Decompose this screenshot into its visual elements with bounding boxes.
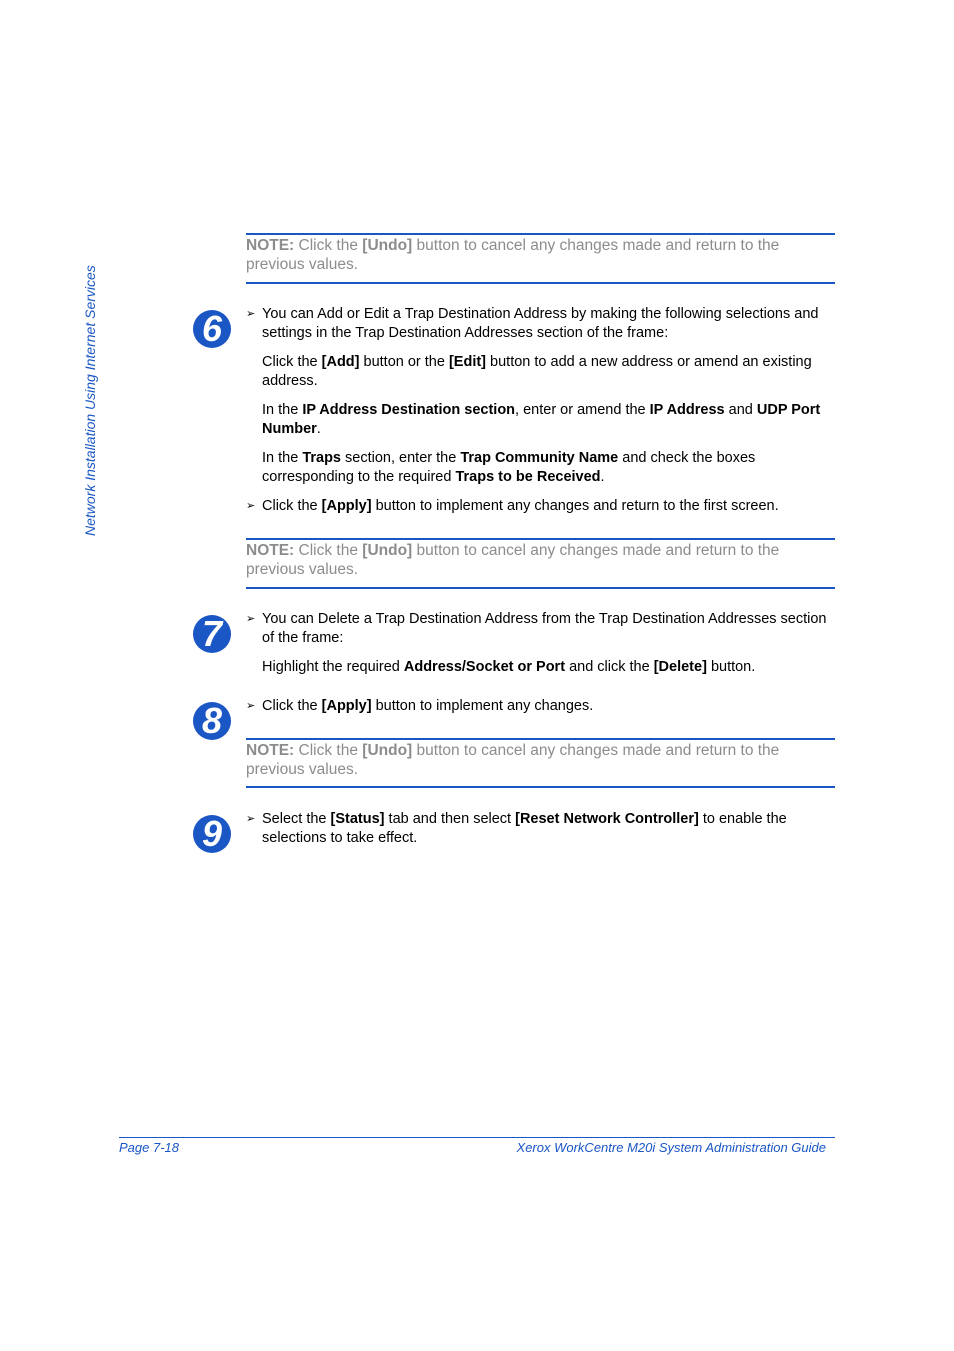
note-label: NOTE: (246, 742, 295, 759)
step-6-badge: 6 (193, 310, 231, 348)
footer-divider (119, 1137, 835, 1138)
bullet-icon: ➢ (246, 308, 256, 320)
note-box: NOTE: Click the [Undo] button to cancel any changes made and return to the previous values. (246, 538, 835, 589)
bullet-icon: ➢ (246, 813, 256, 825)
side-section-label: Network Installation Using Internet Services (82, 265, 98, 536)
bullet-icon: ➢ (246, 500, 256, 512)
note-label: NOTE: (246, 237, 295, 254)
step-6-ip-paragraph: In the IP Address Destination section, enter or amend the IP Address and UDP Port Number. (262, 402, 821, 438)
step-9-badge: 9 (193, 815, 231, 853)
step-6-add-edit-paragraph: Click the [Add] button or the [Edit] button to add a new address or amend an existing address. (262, 354, 812, 390)
note-box: NOTE: Click the [Undo] button to cancel any changes made and return to the previous values. (246, 738, 835, 788)
guide-title: Xerox WorkCentre M20i System Administration Guide (516, 1140, 826, 1155)
step-9-instruction: Select the [Status] tab and then select [Reset Network Controller] to enable the selections to take effect. (262, 811, 787, 847)
bullet-icon: ➢ (246, 700, 256, 712)
step-8-instruction: Click the [Apply] button to implement any changes. (262, 698, 594, 714)
note-box: NOTE: Click the [Undo] button to cancel any changes made and return to the previous values. (246, 233, 835, 284)
step-8-badge: 8 (193, 702, 231, 740)
bullet-icon: ➢ (246, 613, 256, 625)
page-number: Page 7-18 (119, 1140, 179, 1155)
step-6-instruction-1: You can Add or Edit a Trap Destination Address by making the following selections and settings in the Trap Destination Addresses section of the frame: (262, 306, 819, 342)
step-7-badge: 7 (193, 615, 231, 653)
step-6-traps-paragraph: In the Traps section, enter the Trap Community Name and check the boxes corresponding to the required Traps to be Received. (262, 450, 756, 486)
step-7-highlight-paragraph: Highlight the required Address/Socket or Port and click the [Delete] button. (262, 659, 756, 675)
note-label: NOTE: (246, 542, 295, 559)
step-7-instruction: You can Delete a Trap Destination Address from the Trap Destination Addresses section of the frame: (262, 611, 827, 647)
step-6-instruction-2: Click the [Apply] button to implement any changes and return to the first screen. (262, 498, 779, 514)
